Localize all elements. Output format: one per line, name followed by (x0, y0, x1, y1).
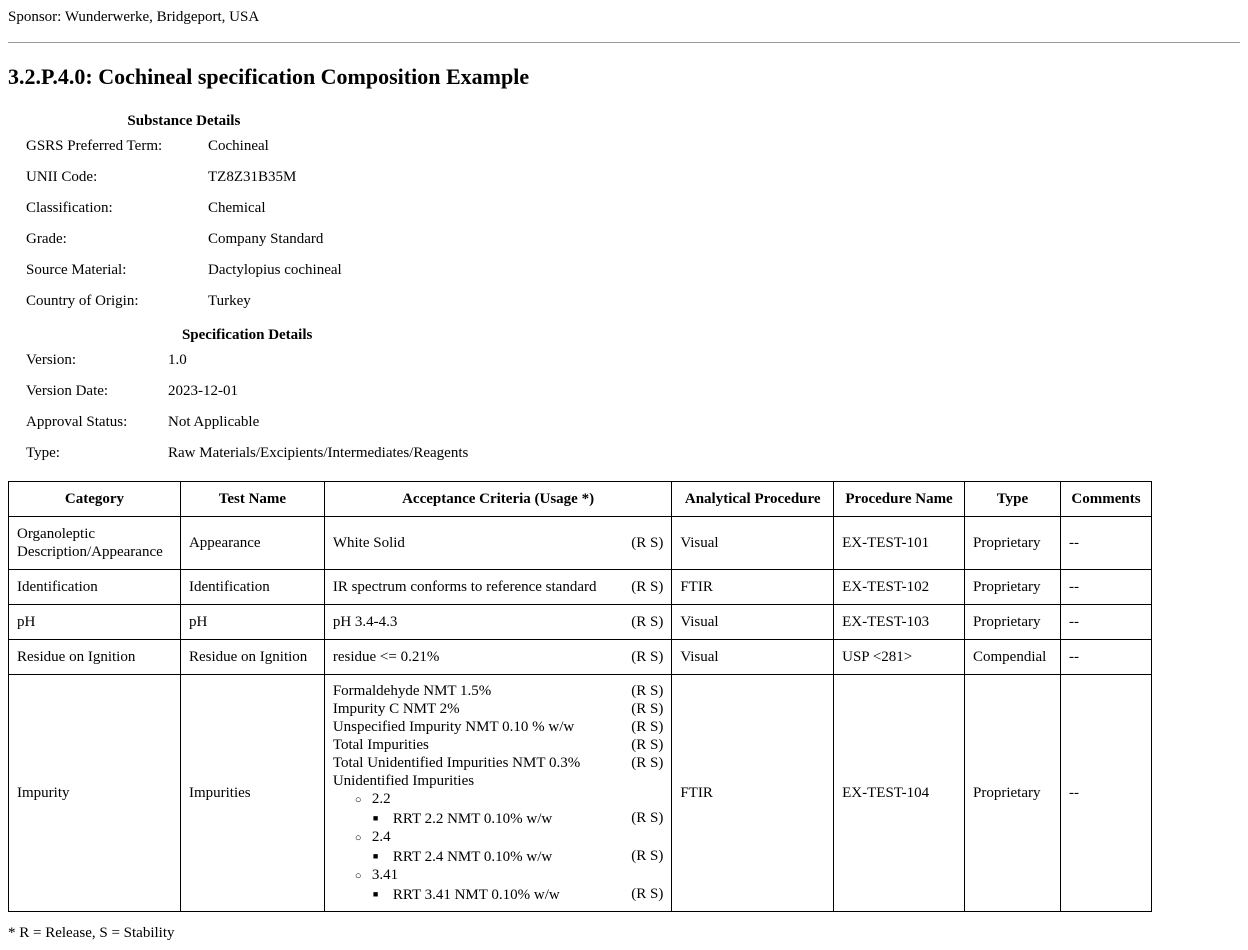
usage-code: (R S) (631, 719, 664, 735)
spec-label: Approval Status: (26, 414, 128, 430)
substance-label: UNII Code: (26, 169, 98, 185)
cell-procedure-name: EX-TEST-104 (834, 675, 965, 912)
criteria-text: White Solid (332, 535, 405, 551)
cell-procedure-name: USP <281> (834, 640, 965, 675)
cell-type: Proprietary (965, 517, 1061, 570)
spec-row (10, 408, 484, 437)
cell-test-name: Identification (180, 570, 324, 605)
circle-bullet-icon: ○ (354, 870, 362, 882)
rrt-item (333, 885, 663, 904)
criteria-text: RRT 3.41 NMT 0.10% w/w (392, 887, 560, 903)
substance-label: GSRS Preferred Term: (26, 138, 163, 154)
usage-code: (R S) (631, 649, 664, 665)
square-bullet-icon: ■ (372, 889, 379, 899)
spec-label: Version: (26, 352, 76, 368)
criteria-text: pH 3.4-4.3 (332, 614, 398, 630)
criteria-text: Total Unidentified Impurities NMT 0.3% (332, 755, 581, 771)
substance-row (10, 256, 358, 285)
criteria-list (333, 682, 663, 904)
cell-comments: -- (1060, 605, 1151, 640)
cell-comments: -- (1060, 640, 1151, 675)
substance-row (10, 194, 358, 223)
spec-value: Raw Materials/Excipients/Intermediates/Reagents (168, 445, 469, 461)
criteria-item (333, 718, 663, 736)
col-header-test-name: Test Name (180, 482, 324, 517)
square-bullet-icon: ■ (372, 813, 379, 823)
criteria-text: Unspecified Impurity NMT 0.10 % w/w (332, 719, 575, 735)
cell-procedure-name: EX-TEST-101 (834, 517, 965, 570)
circle-bullet-icon: ○ (354, 794, 362, 806)
table-row (9, 605, 1152, 640)
criteria-text: Impurity C NMT 2% (332, 701, 460, 717)
substance-value: Chemical (208, 200, 266, 216)
criteria-text: Formaldehyde NMT 1.5% (332, 683, 492, 699)
spec-value: Not Applicable (168, 414, 260, 430)
substance-value: TZ8Z31B35M (208, 169, 297, 185)
cell-procedure-name: EX-TEST-103 (834, 605, 965, 640)
criteria-item (333, 682, 663, 700)
tests-header-row (9, 482, 1152, 517)
substance-value: Company Standard (208, 231, 324, 247)
usage-code: (R S) (631, 848, 664, 864)
table-row (9, 570, 1152, 605)
spec-label: Type: (26, 445, 60, 461)
cell-comments: -- (1060, 675, 1151, 912)
substance-value: Dactylopius cochineal (208, 262, 342, 278)
usage-code: (R S) (631, 535, 664, 551)
cell-comments: -- (1060, 517, 1151, 570)
rrt-group (333, 866, 663, 885)
usage-code: (R S) (631, 755, 664, 771)
spec-row (10, 346, 484, 375)
cell-category: Organoleptic Description/Appearance (9, 517, 181, 570)
usage-code: (R S) (631, 701, 664, 717)
table-row-impurity (9, 675, 1152, 912)
table-row (9, 640, 1152, 675)
spec-value: 2023-12-01 (168, 383, 238, 399)
cell-category: Identification (9, 570, 181, 605)
cell-analytical-procedure: Visual (672, 605, 834, 640)
substance-row (10, 225, 358, 254)
table-row (9, 517, 1152, 570)
substance-value: Turkey (208, 293, 251, 309)
substance-label: Source Material: (26, 262, 127, 278)
header-divider (8, 42, 1240, 43)
usage-code: (R S) (631, 683, 664, 699)
square-bullet-icon: ■ (372, 851, 379, 861)
tests-table (8, 481, 1152, 912)
cell-analytical-procedure: Visual (672, 517, 834, 570)
substance-value: Cochineal (208, 138, 269, 154)
cell-type: Proprietary (965, 675, 1061, 912)
substance-row (10, 163, 358, 192)
cell-acceptance-criteria (324, 517, 671, 570)
circle-bullet-icon: ○ (354, 832, 362, 844)
substance-label: Classification: (26, 200, 113, 216)
col-header-type: Type (965, 482, 1061, 517)
rrt-group (333, 790, 663, 809)
col-header-acceptance-criteria: Acceptance Criteria (Usage *) (324, 482, 671, 517)
rrt-item (333, 847, 663, 866)
cell-test-name: Impurities (180, 675, 324, 912)
spec-label: Version Date: (26, 383, 109, 399)
criteria-text: IR spectrum conforms to reference standard (332, 579, 597, 595)
cell-category: Residue on Ignition (9, 640, 181, 675)
col-header-comments: Comments (1060, 482, 1151, 517)
spec-row (10, 439, 484, 468)
cell-category: pH (9, 605, 181, 640)
substance-details-table (8, 112, 360, 318)
cell-analytical-procedure: FTIR (672, 675, 834, 912)
cell-type: Proprietary (965, 570, 1061, 605)
col-header-procedure-name: Procedure Name (834, 482, 965, 517)
criteria-text: Total Impurities (332, 737, 429, 753)
criteria-text: residue <= 0.21% (332, 649, 440, 665)
col-header-category: Category (9, 482, 181, 517)
criteria-text: RRT 2.2 NMT 0.10% w/w (392, 811, 553, 827)
cell-analytical-procedure: Visual (672, 640, 834, 675)
rrt-item (333, 809, 663, 828)
criteria-item (333, 700, 663, 718)
cell-test-name: Appearance (180, 517, 324, 570)
cell-acceptance-criteria (324, 605, 671, 640)
unidentified-impurities-label: Unidentified Impurities (332, 773, 475, 789)
cell-acceptance-criteria (324, 675, 671, 912)
usage-code: (R S) (631, 579, 664, 595)
usage-code: (R S) (631, 614, 664, 630)
rrt-label: 2.4 (371, 829, 391, 845)
substance-details-caption: Substance Details (127, 113, 241, 129)
cell-test-name: Residue on Ignition (180, 640, 324, 675)
specification-details-caption: Specification Details (181, 327, 313, 343)
page-title: 3.2.P.4.0: Cochineal specification Composition Example (8, 64, 530, 89)
cell-analytical-procedure: FTIR (672, 570, 834, 605)
cell-acceptance-criteria (324, 640, 671, 675)
cell-type: Compendial (965, 640, 1061, 675)
spec-row (10, 377, 484, 406)
usage-footnote: * R = Release, S = Stability (8, 925, 175, 941)
rrt-label: 3.41 (371, 867, 399, 883)
usage-code: (R S) (631, 737, 664, 753)
usage-code: (R S) (631, 810, 664, 826)
rrt-group (333, 828, 663, 847)
criteria-text: RRT 2.4 NMT 0.10% w/w (392, 849, 553, 865)
usage-code: (R S) (631, 886, 664, 902)
cell-acceptance-criteria (324, 570, 671, 605)
col-header-analytical-procedure: Analytical Procedure (672, 482, 834, 517)
sponsor-line: Sponsor: Wunderwerke, Bridgeport, USA (8, 9, 260, 25)
cell-procedure-name: EX-TEST-102 (834, 570, 965, 605)
rrt-label: 2.2 (371, 791, 391, 807)
criteria-item (333, 736, 663, 754)
cell-type: Proprietary (965, 605, 1061, 640)
cell-comments: -- (1060, 570, 1151, 605)
criteria-item (333, 754, 663, 772)
spec-value: 1.0 (168, 352, 187, 368)
substance-row (10, 287, 358, 316)
substance-label: Grade: (26, 231, 67, 247)
cell-test-name: pH (180, 605, 324, 640)
substance-row (10, 132, 358, 161)
specification-details-table (8, 326, 486, 470)
substance-label: Country of Origin: (26, 293, 139, 309)
cell-category: Impurity (9, 675, 181, 912)
